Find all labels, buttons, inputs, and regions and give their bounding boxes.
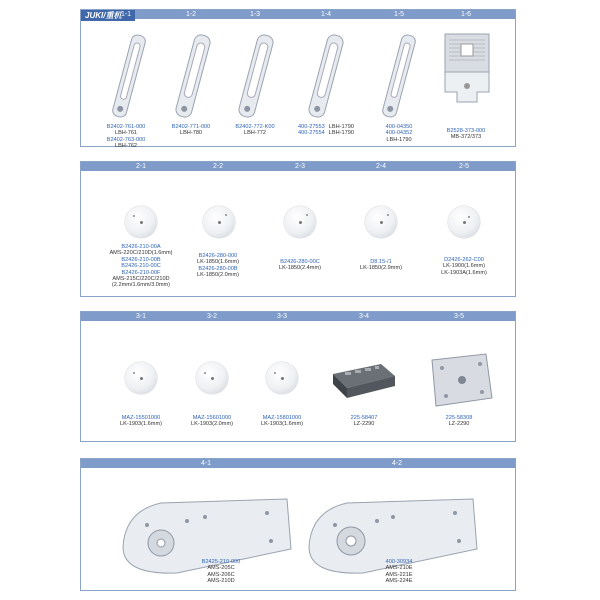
- model-number: AMS-206C: [207, 571, 235, 578]
- model-number: LBH-780: [179, 130, 203, 137]
- item-number: 2-1: [135, 163, 147, 170]
- part-number: MAZ-15601000: [192, 415, 232, 421]
- model-number: LZ-2290: [448, 421, 470, 428]
- part-number: 400-27553: [298, 124, 325, 130]
- model-number: (2.2mm/1.6mm/3.0mm): [111, 282, 171, 289]
- model-number: LK-1903(1.6mm): [261, 421, 303, 428]
- part-number: B2426-210-00A: [121, 244, 161, 250]
- needle-plate-disc-image: [196, 362, 228, 394]
- slotted-plate-image: [109, 30, 149, 122]
- part-number: B2426-280-00B: [198, 265, 238, 272]
- needle-plate-disc-image: [125, 206, 157, 238]
- part-number: D8.15-/1: [370, 259, 392, 265]
- model-number: LK-1903(2.0mm): [191, 421, 233, 428]
- item-caption: [172, 124, 211, 137]
- model-number: AMS-205C: [207, 565, 235, 572]
- item-number: 2-3: [294, 163, 306, 170]
- model-number: LBH-761: [114, 130, 138, 137]
- item-number: 4-1: [200, 460, 212, 467]
- brand-badge: JUKI/重机: [81, 10, 135, 21]
- panel-1: [80, 9, 516, 150]
- item-number: 1-1: [120, 11, 132, 18]
- item-caption: [447, 128, 486, 141]
- item-caption: [360, 259, 402, 272]
- item-caption: [298, 124, 354, 137]
- part-number: B2402-771-000: [171, 124, 211, 130]
- item-caption: [191, 415, 233, 428]
- item-caption: [109, 244, 172, 289]
- item-number: 3-4: [358, 313, 370, 320]
- feed-dog-block-image: [329, 358, 399, 404]
- model-number: LK-1850(1.6mm): [197, 259, 239, 266]
- needle-plate-image: [424, 350, 496, 410]
- slotted-plate-image: [236, 30, 276, 122]
- needle-plate-disc-image: [203, 206, 235, 238]
- part-number: 400-30934: [385, 559, 413, 565]
- item-number: 2-5: [458, 163, 470, 170]
- part-number: B2426-210-00F: [121, 269, 161, 276]
- feed-plate-image: [439, 30, 495, 122]
- model-number: LK-1903(1.6mm): [120, 421, 162, 428]
- part-number: D2426-262-C00: [444, 257, 484, 263]
- model-number: AMS-224E: [385, 578, 413, 585]
- part-number: B2402-761-000: [106, 124, 146, 130]
- model-number: AMS-215C/220C/210D: [112, 276, 170, 283]
- model-number: LBH-1790: [328, 130, 354, 137]
- part-number: 400-04352: [385, 130, 413, 137]
- panel-2: [80, 161, 516, 297]
- item-number: 3-5: [453, 313, 465, 320]
- panel-4: [80, 458, 516, 591]
- item-number: 1-5: [393, 11, 405, 18]
- part-number: B2426-210-00C: [121, 263, 161, 270]
- part-number: 400-27554: [298, 130, 325, 137]
- item-caption: [351, 415, 378, 428]
- part-number: B2425-210-000: [201, 559, 241, 565]
- part-number: MAZ-15501000: [121, 415, 161, 421]
- panel-4-header: [81, 459, 515, 468]
- item-number: 3-2: [206, 313, 218, 320]
- model-number: LBH-1790: [386, 136, 412, 143]
- needle-plate-disc-image: [125, 362, 157, 394]
- item-number: 4-2: [391, 460, 403, 467]
- part-number: B2426-280-00C: [280, 259, 320, 265]
- item-caption: [441, 257, 487, 276]
- part-number: 225-58407: [350, 415, 378, 421]
- needle-plate-disc-image: [266, 362, 298, 394]
- model-number: AMS-210D: [207, 578, 235, 585]
- item-caption: [235, 124, 274, 137]
- item-caption: [107, 124, 146, 150]
- needle-plate-disc-image: [365, 206, 397, 238]
- item-number: 1-4: [320, 11, 332, 18]
- part-number: B2528-373-000: [446, 128, 486, 134]
- item-number: 1-2: [185, 11, 197, 18]
- item-number: 2-2: [212, 163, 224, 170]
- model-number: LK-1850(2.9mm): [360, 265, 402, 272]
- part-number: B2402-772-K00: [235, 124, 275, 130]
- item-number: 2-4: [375, 163, 387, 170]
- item-caption: [261, 415, 303, 428]
- item-caption: [386, 124, 413, 143]
- model-number: LBH-1790: [328, 124, 354, 130]
- model-number: LK-1850(2.4mm): [279, 265, 321, 272]
- model-number: LZ-2290: [353, 421, 375, 428]
- part-number: MAZ-15801000: [262, 415, 302, 421]
- item-caption: [279, 259, 321, 272]
- model-number: AMS-210E: [385, 565, 413, 572]
- item-caption: [120, 415, 162, 428]
- panel-1-header: [81, 10, 515, 19]
- slotted-plate-image: [306, 30, 346, 122]
- item-number: 1-6: [460, 11, 472, 18]
- needle-plate-disc-image: [448, 206, 480, 238]
- part-number: 400-04350: [385, 124, 413, 130]
- needle-plate-disc-image: [284, 206, 316, 238]
- slotted-plate-image: [379, 30, 419, 122]
- model-number: LK-1900(1.6mm): [443, 263, 485, 270]
- model-number: LBH-772: [243, 130, 267, 137]
- item-caption: [385, 559, 412, 585]
- model-number: LBH-762: [114, 143, 138, 150]
- part-number: B2426-210-00B: [121, 256, 161, 263]
- slotted-plate-image: [173, 30, 213, 122]
- model-number: LK-1850(2.0mm): [197, 272, 239, 279]
- model-number: MB-372/373: [450, 134, 482, 141]
- model-number: LK-1903A(1.6mm): [441, 269, 487, 276]
- part-number: B2402-763-000: [106, 136, 146, 143]
- item-caption: [197, 253, 239, 279]
- panel-3: [80, 311, 516, 442]
- item-number: 3-3: [276, 313, 288, 320]
- part-number: 225-58308: [445, 415, 473, 421]
- item-caption: [446, 415, 473, 428]
- part-number: B2426-280-000: [198, 253, 238, 259]
- model-number: AMS-221E: [385, 571, 413, 578]
- item-caption: [202, 559, 241, 585]
- item-number: 1-3: [249, 11, 261, 18]
- model-number: AMS-220C/210D(1.6mm): [109, 250, 173, 257]
- item-number: 3-1: [135, 313, 147, 320]
- panel-3-header: [81, 312, 515, 321]
